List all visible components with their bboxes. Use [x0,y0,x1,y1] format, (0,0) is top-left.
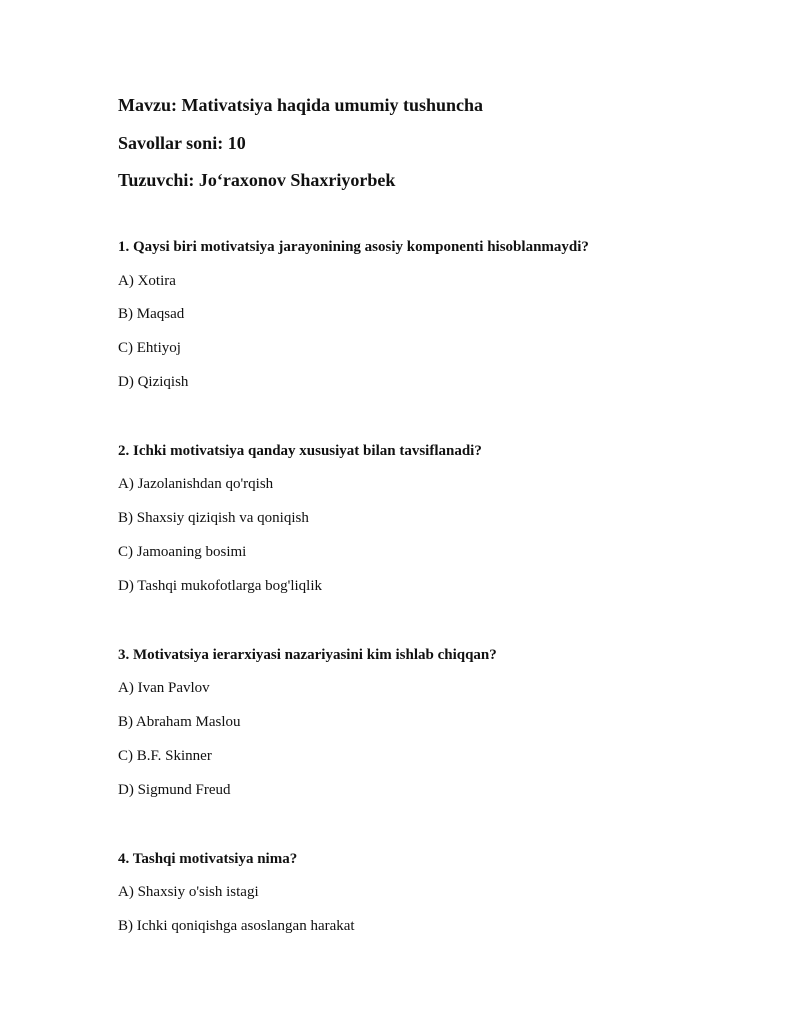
document-header [118,94,758,191]
answer-option: C) Ehtiyoj [118,340,181,357]
answer-option: D) Qiziqish [118,373,189,390]
answer-option: A) Ivan Pavlov [118,680,210,697]
answer-option: A) Jazolanishdan qo'rqish [118,476,274,493]
answer-option: C) Jamoaning bosimi [118,543,247,560]
question-title: 2. Ichki motivatsiya qanday xususiyat bilan tavsiflanadi? [118,442,482,459]
answer-option: A) Shaxsiy o'sish istagi [118,884,259,901]
answer-option: D) Sigmund Freud [118,781,231,798]
topic-line: Mavzu: Mativatsiya haqida umumiy tushuncha [118,95,484,115]
answer-option: A) Xotira [118,272,176,289]
answer-option: B) Abraham Maslou [118,714,241,731]
question-1 [118,237,758,392]
answer-option: B) Ichki qoniqishga asoslangan harakat [118,917,355,934]
question-count-line: Savollar soni: 10 [118,132,246,153]
question-4 [118,849,758,936]
question-title: 1. Qaysi biri motivatsiya jarayonining asosiy komponenti hisoblanmaydi? [118,239,589,255]
answer-option: C) B.F. Skinner [118,747,212,764]
question-2 [118,441,758,596]
question-title: 4. Tashqi motivatsiya nima? [118,850,298,867]
question-3 [118,645,758,800]
answer-option: B) Shaxsiy qiziqish va qoniqish [118,510,309,527]
question-title: 3. Motivatsiya ierarxiyasi nazariyasini kim ishlab chiqqan? [118,646,497,663]
document-page [118,94,758,985]
answer-option: B) Maqsad [118,306,185,323]
author-line: Tuzuvchi: Jo‘raxonov Shaxriyorbek [118,170,396,190]
answer-option: D) Tashqi mukofotlarga bog'liqlik [118,577,322,594]
